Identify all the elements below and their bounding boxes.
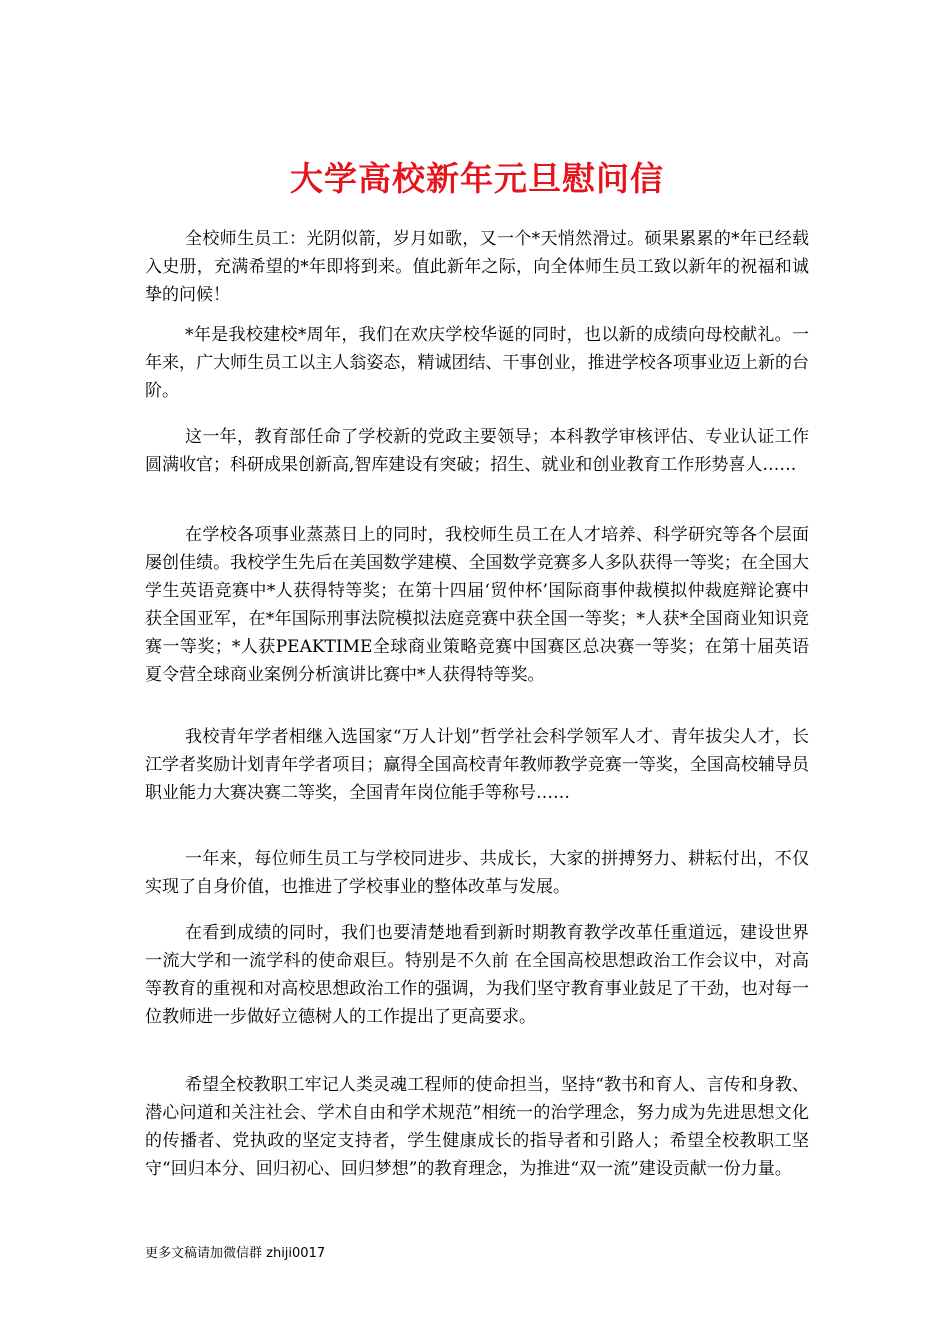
paragraph-hopes: 希望全校教职工牢记人类灵魂工程师的使命担当，坚持“教书和育人、言传和身教、潜心问道和关注社会、学术自由和学术规范”相统一的治学理念，努力成为先进思想文化的传播者、党执政的坚定支持者，学生健康成长的指导者和引路人；希望全校教职工坚守“回归本分、回归初心、回归梦想”的教育理念，为推进“双一流”建设贡献一份力量。: [145, 1075, 809, 1179]
paragraph-young-scholars: 我校青年学者相继入选国家“万人计划”哲学社会科学领军人才、青年拔尖人才，长江学者奖励计划青年学者项目；赢得全国高校青年教师教学竞赛一等奖，全国高校辅导员职业能力大赛决赛二等奖，全国青年岗位能手等称号……: [145, 727, 809, 803]
paragraph-student-awards: 在学校各项事业蒸蒸日上的同时，我校师生员工在人才培养、科学研究等各个层面屡创佳绩。我校学生先后在美国数学建模、全国数学竞赛多人多队获得一等奖；在全国大学生英语竞赛中*人获得特等奖；在第十四届‘贸仲杯’国际商事仲裁模拟仲裁庭辩论赛中获全国亚军，在*年国际刑事法院模拟法庭竞赛中获全国一等奖；*人获*全国商业知识竞赛一等奖；*人获PEAKTIME全球商业策略竞赛中国赛区总决赛一等奖；在第十届英语夏令营全球商业案例分析演讲比赛中*人获得特等奖。: [145, 525, 809, 685]
paragraph-challenges: 在看到成绩的同时，我们也要清楚地看到新时期教育教学改革任重道远，建设世界一流大学和一流学科的使命艰巨。特别是不久前 在全国高校思想政治工作会议中，对高等教育的重视和对高校思想政治工作的强调，为我们坚守教育事业鼓足了干劲，也对每一位教师进一步做好立德树人的工作提出了更高要求。: [145, 923, 809, 1027]
paragraph-progress: 一年来，每位师生员工与学校同进步、共成长，大家的拼搏努力、耕耘付出，不仅实现了自身价值，也推进了学校事业的整体改革与发展。: [145, 849, 809, 897]
paragraph-greeting: 全校师生员工：光阴似箭，岁月如歌，又一个*天悄然滑过。硕果累累的*年已经载入史册，充满希望的*年即将到来。值此新年之际，向全体师生员工致以新年的祝福和诚挚的问候！: [145, 229, 809, 305]
footer-note: 更多文稿请加微信群 zhiji0017: [145, 1246, 326, 1261]
paragraph-anniversary: *年是我校建校*周年，我们在欢庆学校华诞的同时，也以新的成绩向母校献礼。一年来，广大师生员工以主人翁姿态，精诚团结、干事创业，推进学校各项事业迈上新的台阶。: [145, 325, 809, 401]
paragraph-achievements-year: 这一年，教育部任命了学校新的党政主要领导；本科教学审核评估、专业认证工作圆满收官；科研成果创新高,智库建设有突破；招生、就业和创业教育工作形势喜人……: [145, 427, 809, 475]
document-title: 大学高校新年元旦慰问信: [290, 159, 664, 198]
